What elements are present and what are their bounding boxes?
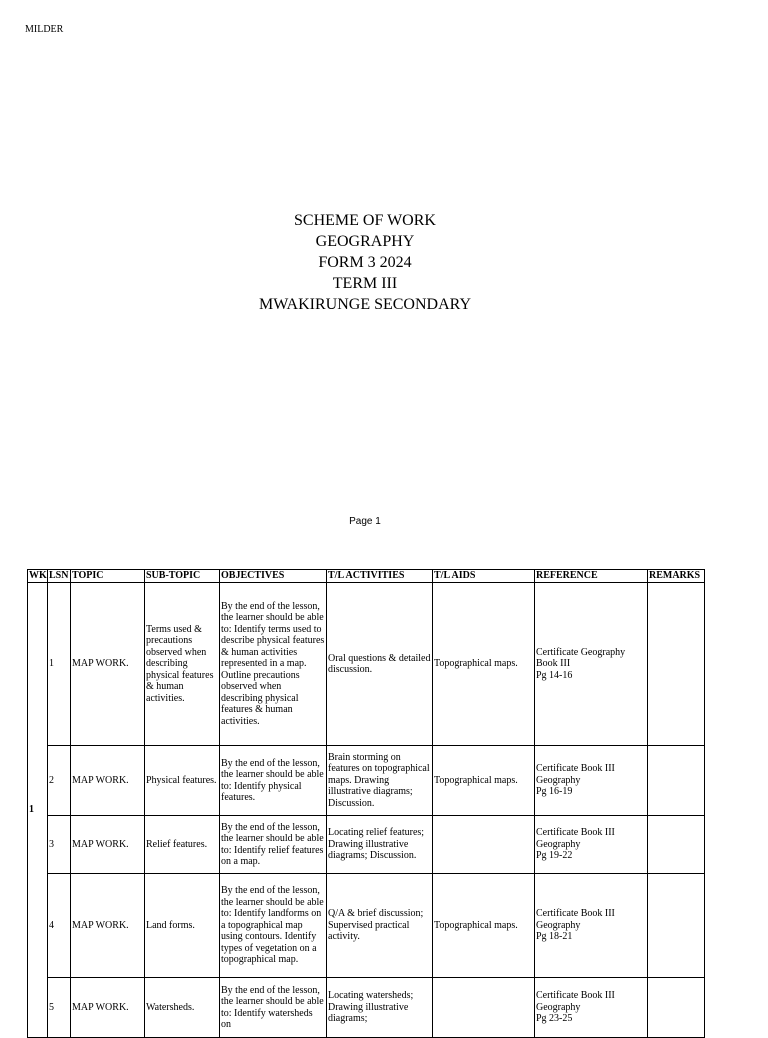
reference-line: Pg 16-19: [536, 786, 573, 798]
table-row: [28, 746, 705, 816]
subtopic-cell: Physical features.: [145, 746, 220, 816]
reference-line: Geography: [536, 774, 581, 786]
title-line: SCHEME OF WORK: [294, 212, 436, 229]
subtopic-cell: Terms used & precautions observed when describing physical features & human activities.: [145, 583, 220, 746]
aids-cell: [433, 816, 535, 874]
aids-cell: [433, 978, 535, 1038]
objectives-cell: By the end of the lesson, the learner should be able to: Identify watersheds on: [220, 978, 327, 1038]
reference-line: Geography: [536, 919, 581, 931]
page-number: Page 1: [349, 516, 381, 527]
lsn-cell: 1: [48, 583, 71, 746]
subtopic-cell: Land forms.: [145, 874, 220, 978]
activities-cell: Locating relief features; Drawing illustrative diagrams; Discussion.: [327, 816, 433, 874]
col-header-remarks: REMARKS: [648, 570, 705, 583]
reference-cell: [535, 583, 648, 746]
reference-line: Pg 18-21: [536, 931, 573, 943]
col-header-activities: T/L ACTIVITIES: [327, 570, 433, 583]
activities-cell: Brain storming on features on topographical maps. Drawing illustrative diagrams; Discussion.: [327, 746, 433, 816]
reference-line: Book III: [536, 658, 571, 670]
col-header-lsn: LSN: [48, 570, 71, 583]
lsn-cell: 2: [48, 746, 71, 816]
objectives-cell: By the end of the lesson, the learner should be able to: Identify relief features on a map.: [220, 816, 327, 874]
topic-cell: MAP WORK.: [71, 583, 145, 746]
reference-cell: [535, 978, 648, 1038]
reference-line: Certificate Book III: [536, 763, 615, 775]
reference-cell: [535, 816, 648, 874]
reference-line: Certificate Book III: [536, 908, 615, 920]
lsn-cell: 5: [48, 978, 71, 1038]
col-header-topic: TOPIC: [71, 570, 145, 583]
title-line: TERM III: [332, 275, 398, 292]
reference-cell: [535, 874, 648, 978]
table-row: [28, 874, 705, 978]
title-block: [0, 210, 730, 315]
activities-cell: Q/A & brief discussion; Supervised practical activity.: [327, 874, 433, 978]
topic-cell: MAP WORK.: [71, 816, 145, 874]
reference-line: Certificate Book III: [536, 990, 615, 1002]
reference-cell: [535, 746, 648, 816]
reference-line: Pg 14-16: [536, 669, 573, 681]
aids-cell: Topographical maps.: [433, 874, 535, 978]
col-header-aids: T/L AIDS: [433, 570, 535, 583]
remarks-cell: [648, 746, 705, 816]
remarks-cell: [648, 583, 705, 746]
activities-cell: Locating watersheds; Drawing illustrative diagrams;: [327, 978, 433, 1038]
reference-line: Geography: [536, 838, 581, 850]
document-header-label: MILDER: [25, 24, 64, 35]
topic-cell: MAP WORK.: [71, 874, 145, 978]
aids-cell: Topographical maps.: [433, 583, 535, 746]
remarks-cell: [648, 816, 705, 874]
lsn-cell: 3: [48, 816, 71, 874]
objectives-cell: By the end of the lesson, the learner should be able to: Identify terms used to describe physical features & human activities represented in a map. Outline precautions observed when describing physical features & human activities.: [220, 583, 327, 746]
reference-line: Pg 19-22: [536, 850, 573, 862]
title-line: MWAKIRUNGE SECONDARY: [258, 296, 471, 313]
remarks-cell: [648, 978, 705, 1038]
col-header-wk: WK: [29, 570, 47, 582]
table-row: [28, 583, 705, 746]
reference-line: Certificate Geography: [536, 646, 626, 658]
scheme-table: [27, 569, 705, 1038]
title-line: FORM 3 2024: [318, 254, 412, 271]
remarks-cell: [648, 874, 705, 978]
table-header-row: [28, 570, 705, 583]
week-cell: 1: [28, 583, 48, 1038]
title-line: GEOGRAPHY: [315, 233, 415, 250]
activities-cell: Oral questions & detailed discussion.: [327, 583, 433, 746]
col-header-reference: REFERENCE: [535, 570, 648, 583]
reference-line: Geography: [536, 1001, 581, 1013]
reference-line: Pg 23-25: [536, 1013, 573, 1025]
col-header-objectives: OBJECTIVES: [220, 570, 327, 583]
aids-cell: Topographical maps.: [433, 746, 535, 816]
topic-cell: MAP WORK.: [71, 978, 145, 1038]
subtopic-cell: Relief features.: [145, 816, 220, 874]
reference-line: Certificate Book III: [536, 827, 615, 839]
subtopic-cell: Watersheds.: [145, 978, 220, 1038]
objectives-cell: By the end of the lesson, the learner should be able to: Identify physical features.: [220, 746, 327, 816]
topic-cell: MAP WORK.: [71, 746, 145, 816]
table-row: [28, 978, 705, 1038]
col-header-subtopic: SUB-TOPIC: [145, 570, 220, 583]
objectives-cell: By the end of the lesson, the learner should be able to: Identify landforms on a topographical map using contours. Identify types of vegetation on a topographical map.: [220, 874, 327, 978]
lsn-cell: 4: [48, 874, 71, 978]
table-row: [28, 816, 705, 874]
